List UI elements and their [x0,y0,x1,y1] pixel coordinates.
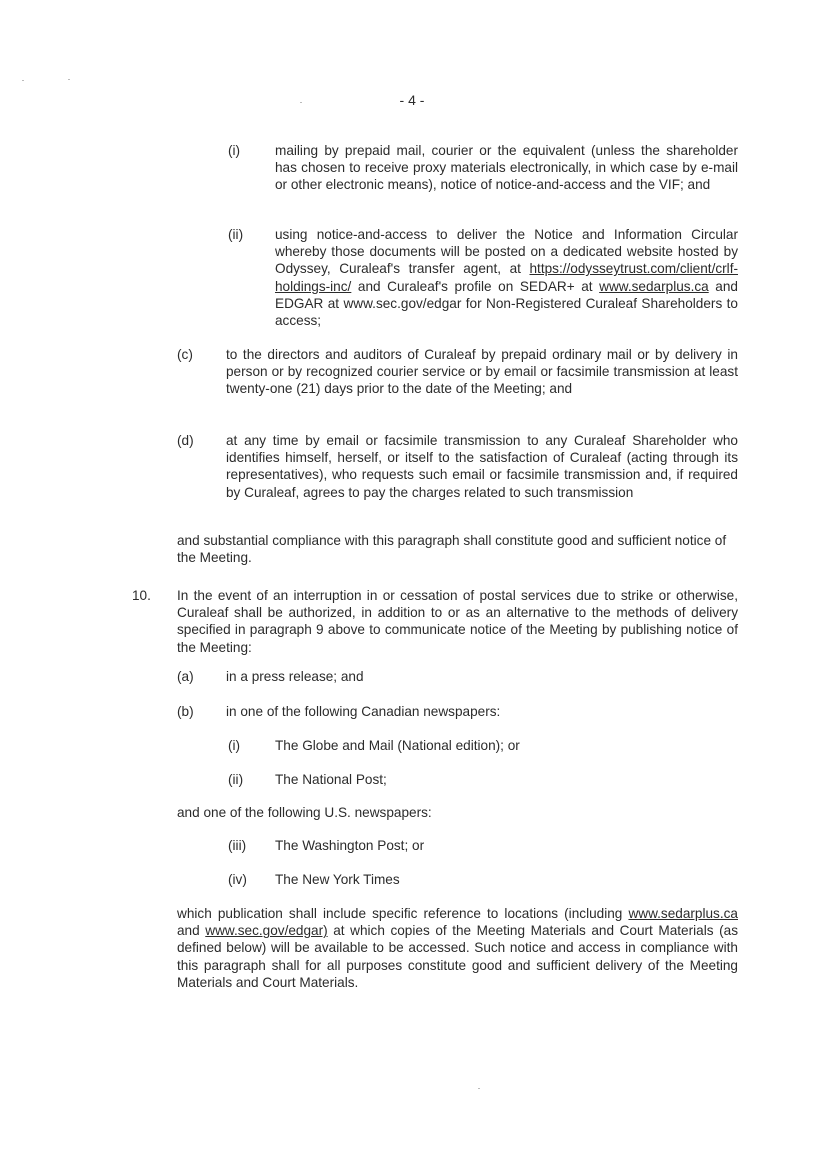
item-text: at any time by email or facsimile transmission to any Curaleaf Shareholder who identifies himself, herself, or itself to the satisfaction of Curaleaf (acting through its representatives), who requests such email or facsimile transmission and, if required by Curaleaf, agrees to pay the charges related to such transmission [226,433,738,500]
sedarplus-link[interactable]: www.sedarplus.ca [628,906,738,921]
odyssey-link[interactable]: https://odysseytrust.com/client/crlf-holdings-inc/ [275,261,738,294]
item-label: (ii) [228,227,244,242]
item-text: in one of the following Canadian newspapers: [226,704,501,719]
item-text: in a press release; and [226,669,364,684]
item-text [275,226,738,329]
closing-paragraph [177,905,738,991]
sec-edgar-link[interactable]: www.sec.gov/edgar) [205,923,328,939]
item-text: The Globe and Mail (National edition); or [275,738,520,753]
scan-speck [300,102,302,103]
item-text-part: and Curaleaf's profile on SEDAR+ at [351,278,600,294]
scan-speck [22,80,24,81]
paragraph-10-text: In the event of an interruption in or cessation of postal services due to strike or otherwise, Curaleaf shall be authorized, in addition to or as an alternative to the methods of delivery specified in paragraph 9 above to communicate notice of the Meeting by publishing notice of the Meeting: [177,588,738,655]
page-number: - 4 - [399,92,425,108]
item-label: (c) [177,347,193,362]
closing-text-part: which publication shall include specific reference to locations (including [177,906,629,921]
item-text: to the directors and auditors of Curaleaf by prepaid ordinary mail or by delivery in person or by recognized courier service or by email or facsimile transmission at least twenty-one (21) days prior to the date of the Meeting; and [226,347,738,397]
item-label: (ii) [228,772,244,787]
item-text-part: and EDGAR at www.sec.gov/edgar for Non-Registered Curaleaf Shareholders to access; [275,278,738,329]
item-text: mailing by prepaid mail, courier or the equivalent (unless the shareholder has chosen to receive proxy materials electronically, in which case by e-mail or other electronic means), notice of notice-and-access and the VIF; and [275,143,738,193]
item-label: (b) [177,704,194,719]
paragraph-number: 10. [132,588,151,603]
compliance-paragraph: and substantial compliance with this paragraph shall constitute good and sufficient notice of the Meeting. [177,533,727,566]
item-label: (d) [177,433,194,448]
item-text: The New York Times [275,872,400,887]
us-newspapers-intro: and one of the following U.S. newspapers: [177,805,432,820]
scan-speck [68,79,70,80]
item-label: (iv) [228,872,247,887]
item-label: (i) [228,738,241,753]
item-text-part: using notice-and-access to deliver the Notice and Information Circular whereby those documents will be posted on a dedicated website hosted by Odyssey, Curaleaf's transfer agent, at [275,227,738,277]
item-label: (i) [228,143,241,158]
closing-text-part: at which copies of the Meeting Materials and Court Materials (as defined below) will be available to be accessed. Such notice and access in compliance with this paragraph shall for all purposes constitute good and sufficient delivery of the Meeting Materials and Court Materials. [177,923,738,990]
item-label: (iii) [228,838,247,853]
scan-speck [478,1088,480,1089]
item-label: (a) [177,669,194,684]
sedarplus-link[interactable]: www.sedarplus.ca [599,278,709,294]
item-text: The Washington Post; or [275,838,425,853]
closing-text-part: and [177,923,206,939]
item-text: The National Post; [275,772,387,787]
